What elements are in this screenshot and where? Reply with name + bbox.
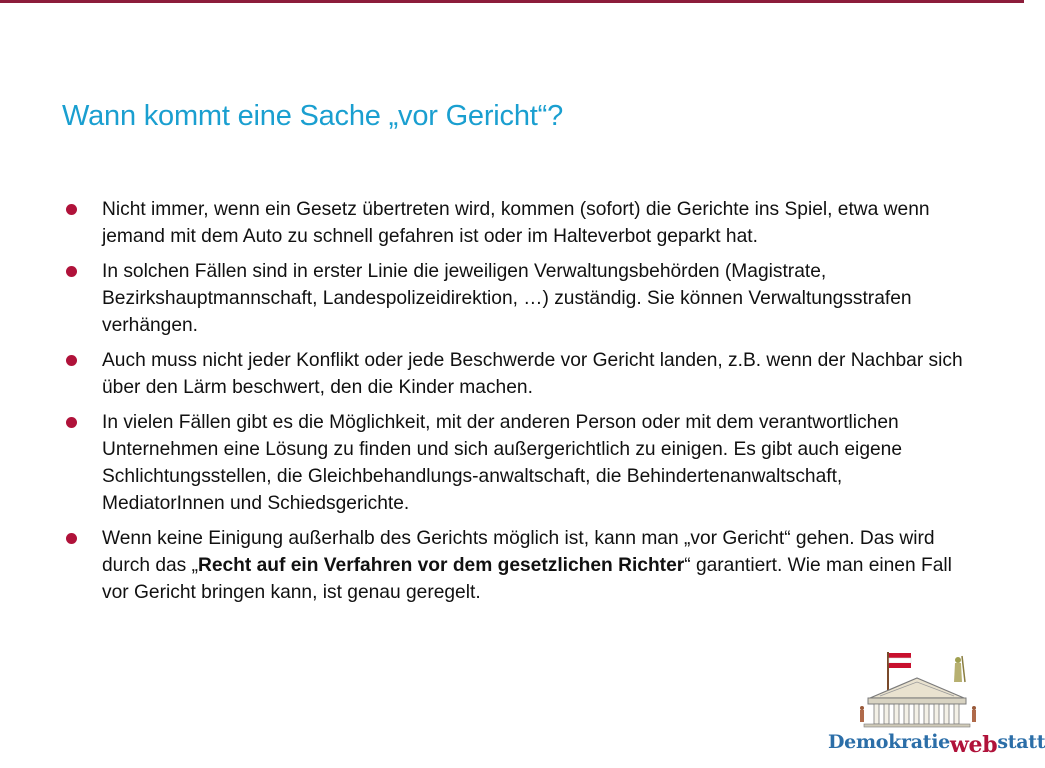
bullet-text-part: Wenn keine Einigung außerhalb des Gerichts möglich ist, kann man „vor Gericht“ gehen. Das wird durch das „ bbox=[102, 528, 935, 576]
logo-wordmark bbox=[828, 728, 1045, 758]
logo-part-web: web bbox=[949, 732, 998, 758]
bullet-dot-icon bbox=[66, 266, 77, 277]
bullet-text: In vielen Fällen gibt es die Möglichkeit, mit der anderen Person oder mit dem verantwortlichen Unternehmen eine Lösung zu finden und sich außergerichtlich zu einigen. Es gibt auch eigene Schlichtungsstellen, die Gleichbehandlungs-anwaltschaft, die Behindertenanwaltschaft, MediatorInnen und Schiedsgerichte. bbox=[102, 412, 903, 514]
bullet-item bbox=[66, 525, 966, 606]
bullet-text: In solchen Fällen sind in erster Linie die jeweiligen Verwaltungsbehörden (Magistrate, Bezirkshauptmannschaft, Landespolizeidirektion, …) zuständig. Sie können Verwaltungsstrafen verhängen. bbox=[102, 261, 912, 336]
bullet-list bbox=[66, 196, 966, 614]
bullet-text: Nicht immer, wenn ein Gesetz übertreten wird, kommen (sofort) die Gerichte ins Spiel, etwa wenn jemand mit dem Auto zu schnell gefahren ist oder im Halteverbot geparkt hat. bbox=[102, 199, 930, 247]
bullet-item bbox=[66, 347, 966, 401]
bullet-dot-icon bbox=[66, 417, 77, 428]
bullet-item bbox=[66, 196, 966, 250]
bullet-dot-icon bbox=[66, 533, 77, 544]
slide-title: Wann kommt eine Sache „vor Gericht“? bbox=[62, 100, 564, 132]
demokratiewebstatt-logo bbox=[822, 648, 1045, 760]
bullet-text-part: “ garantiert. Wie man einen Fall vor Gericht bringen kann, ist genau geregelt. bbox=[102, 555, 952, 603]
bullet-dot-icon bbox=[66, 355, 77, 366]
bullet-text: Auch muss nicht jeder Konflikt oder jede Beschwerde vor Gericht landen, z.B. wenn der Nachbar sich über den Lärm beschwert, den die Kinder machen. bbox=[102, 350, 963, 398]
top-rule bbox=[0, 0, 1024, 3]
logo-part-demokratie: Demokratie bbox=[828, 731, 950, 753]
bullet-item bbox=[66, 409, 966, 517]
logo-part-statt: statt bbox=[997, 731, 1045, 753]
bullet-item bbox=[66, 258, 966, 339]
bullet-text bbox=[102, 528, 952, 603]
bullet-dot-icon bbox=[66, 204, 77, 215]
bullet-text-bold: Recht auf ein Verfahren vor dem gesetzlichen Richter bbox=[197, 555, 685, 576]
